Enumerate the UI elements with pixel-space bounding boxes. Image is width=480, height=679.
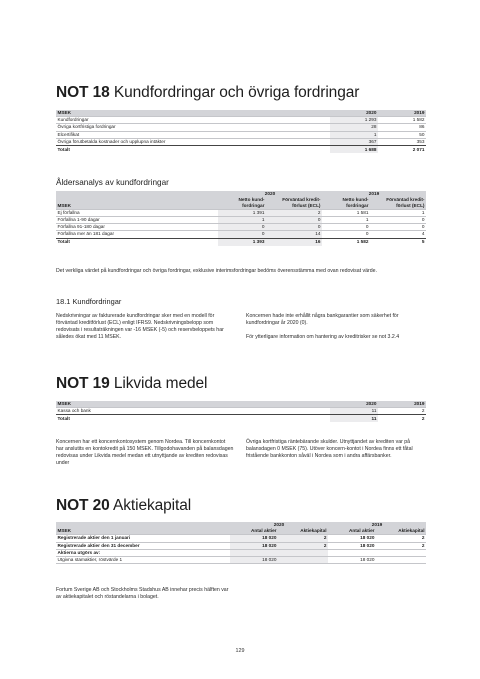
table-total-row: Totalt 1 688 2 071 <box>57 146 425 152</box>
table-row: Kassa och bank 11 2 <box>57 408 425 414</box>
note-19-title: Likvida medel <box>113 375 208 392</box>
table-header-msek: MSEK <box>56 401 330 408</box>
note-20-title: Aktiekapital <box>113 497 192 514</box>
table-row: Utgivna stamaktier, röstvärde 1 18 020 18 020 <box>56 557 426 564</box>
table-row: Förfallna 91-180 dagar 0 0 0 0 <box>57 224 425 230</box>
shares-year-2019: 2019 <box>328 522 426 528</box>
shares-header-antal-2020: Antal aktier <box>230 528 278 535</box>
note-18-heading <box>56 84 359 102</box>
table-total-row: Totalt 1 393 16 1 582 5 <box>57 239 425 245</box>
aging-year-2020: 2020 <box>218 191 322 197</box>
sub-heading-18-1: 18.1 Kundfordringar <box>56 297 122 306</box>
shares-header-kapital-2019: Aktiekapital <box>376 528 426 535</box>
note-18-number: NOT 18 <box>56 84 110 101</box>
note-19-body-right: Övriga kortfristiga räntebärande skulder. Utnyttjandet av krediten var på balansdagen 0 MSEK (75). Utöver koncern-kontot i Nordea finns ett fåtal fristående bankkonton såväl i Nordea som i andra affärsbanker. <box>246 439 413 460</box>
note-18-table <box>56 110 426 153</box>
aging-header-netto-2020: Netto kund- fordringar <box>218 197 266 209</box>
page-number: 129 <box>235 648 245 654</box>
aging-header-netto-2019: Netto kund- fordringar <box>322 197 370 209</box>
table-row: Övriga förutbetalda kostnader och upplupna intäkter 367 353 <box>57 138 425 144</box>
note-20-heading <box>56 497 191 515</box>
table-row: Registrerade aktier den 1 januari 18 020 2 18 020 2 <box>57 535 425 541</box>
shares-header-kapital-2020: Aktiekapital <box>278 528 328 535</box>
note-19-heading <box>56 375 207 393</box>
aging-header-msek: MSEK <box>56 197 218 209</box>
table-header-2019: 2019 <box>378 110 426 117</box>
table-row: Elcertifikat 1 50 <box>57 131 425 137</box>
note-20-table <box>56 522 426 564</box>
note-19-number: NOT 19 <box>56 375 110 392</box>
note-18-body-right-2: För ytterligare information om hantering av kreditrisker se not 3.2.4 <box>246 334 400 340</box>
shares-year-2020: 2020 <box>230 522 328 528</box>
note-18-title: Kundfordringar och övriga fordringar <box>113 84 360 101</box>
note-19-table <box>56 401 426 422</box>
aging-header-ecl-2020: Förväntad kredit- förlust (ECL) <box>266 197 322 209</box>
table-total-row: Totalt 11 2 <box>57 416 425 422</box>
table-header-msek: MSEK <box>56 110 330 117</box>
shares-header-msek: MSEK <box>56 528 230 535</box>
table-row: Förfallna mer än 181 dagar 0 14 0 4 <box>57 231 425 237</box>
aging-title: Åldersanalys av kundfordringar <box>56 178 169 187</box>
note-18-body-right-1: Koncernen hade inte erhållit några bankgarantier som säkerhet för kundfordringar år 2020 (0). <box>246 313 399 327</box>
aging-year-2019: 2019 <box>322 191 426 197</box>
table-header-2019: 2019 <box>378 401 426 408</box>
table-row: Övriga kortfristiga fordringar 28 86 <box>57 124 425 130</box>
note-20-number: NOT 20 <box>56 497 110 514</box>
table-row: Aktierna utgörs av: <box>56 549 426 556</box>
table-row: Förfallna 1-90 dagar 1 0 1 0 <box>57 217 425 222</box>
note-19-body-left: Koncernen har ett koncernkontosystem genom Nordea. Till koncernkontot har anslutits en kontokredit på 150 MSEK. Tillgodohavanden på balansdagen redovisas under Likvida medel medan ett utnyttjande av krediten redovisas under <box>56 439 234 467</box>
table-header-2020: 2020 <box>330 401 378 408</box>
aging-table <box>56 191 426 246</box>
aging-note: Det verkliga värdet på kundfordringar och övriga fordringar, exklusive interimsfordringar bedöms överensstämma med ovan redovisat värde. <box>56 268 377 274</box>
shares-header-antal-2019: Antal aktier <box>328 528 376 535</box>
note-18-body-left: Nedskrivningar av fakturerade kundfordringar sker med en modell för förväntad kreditförlust (ECL) enligt IFRS9. Nedskrivningsbelopp som redovisats i resultaträkningen var -16 MSEK (-5) och reservbeloppets har således ökat med 11 MSEK. <box>56 313 224 341</box>
table-row: Kundfordringar 1 293 1 582 <box>57 117 425 123</box>
note-20-footnote: Fortum Sverige AB och Stockholms Stadshus AB innehar precis hälften var av aktiekapitalet och röstandelarna i bolaget. <box>56 587 229 601</box>
table-row: Registrerade aktier den 31 december 18 020 2 18 020 2 <box>57 542 425 548</box>
table-row: Ej förfallna 1 391 2 1 581 1 <box>57 209 425 215</box>
aging-header-ecl-2019: Förväntad kredit- förlust (ECL) <box>370 197 426 209</box>
table-header-2020: 2020 <box>330 110 378 117</box>
